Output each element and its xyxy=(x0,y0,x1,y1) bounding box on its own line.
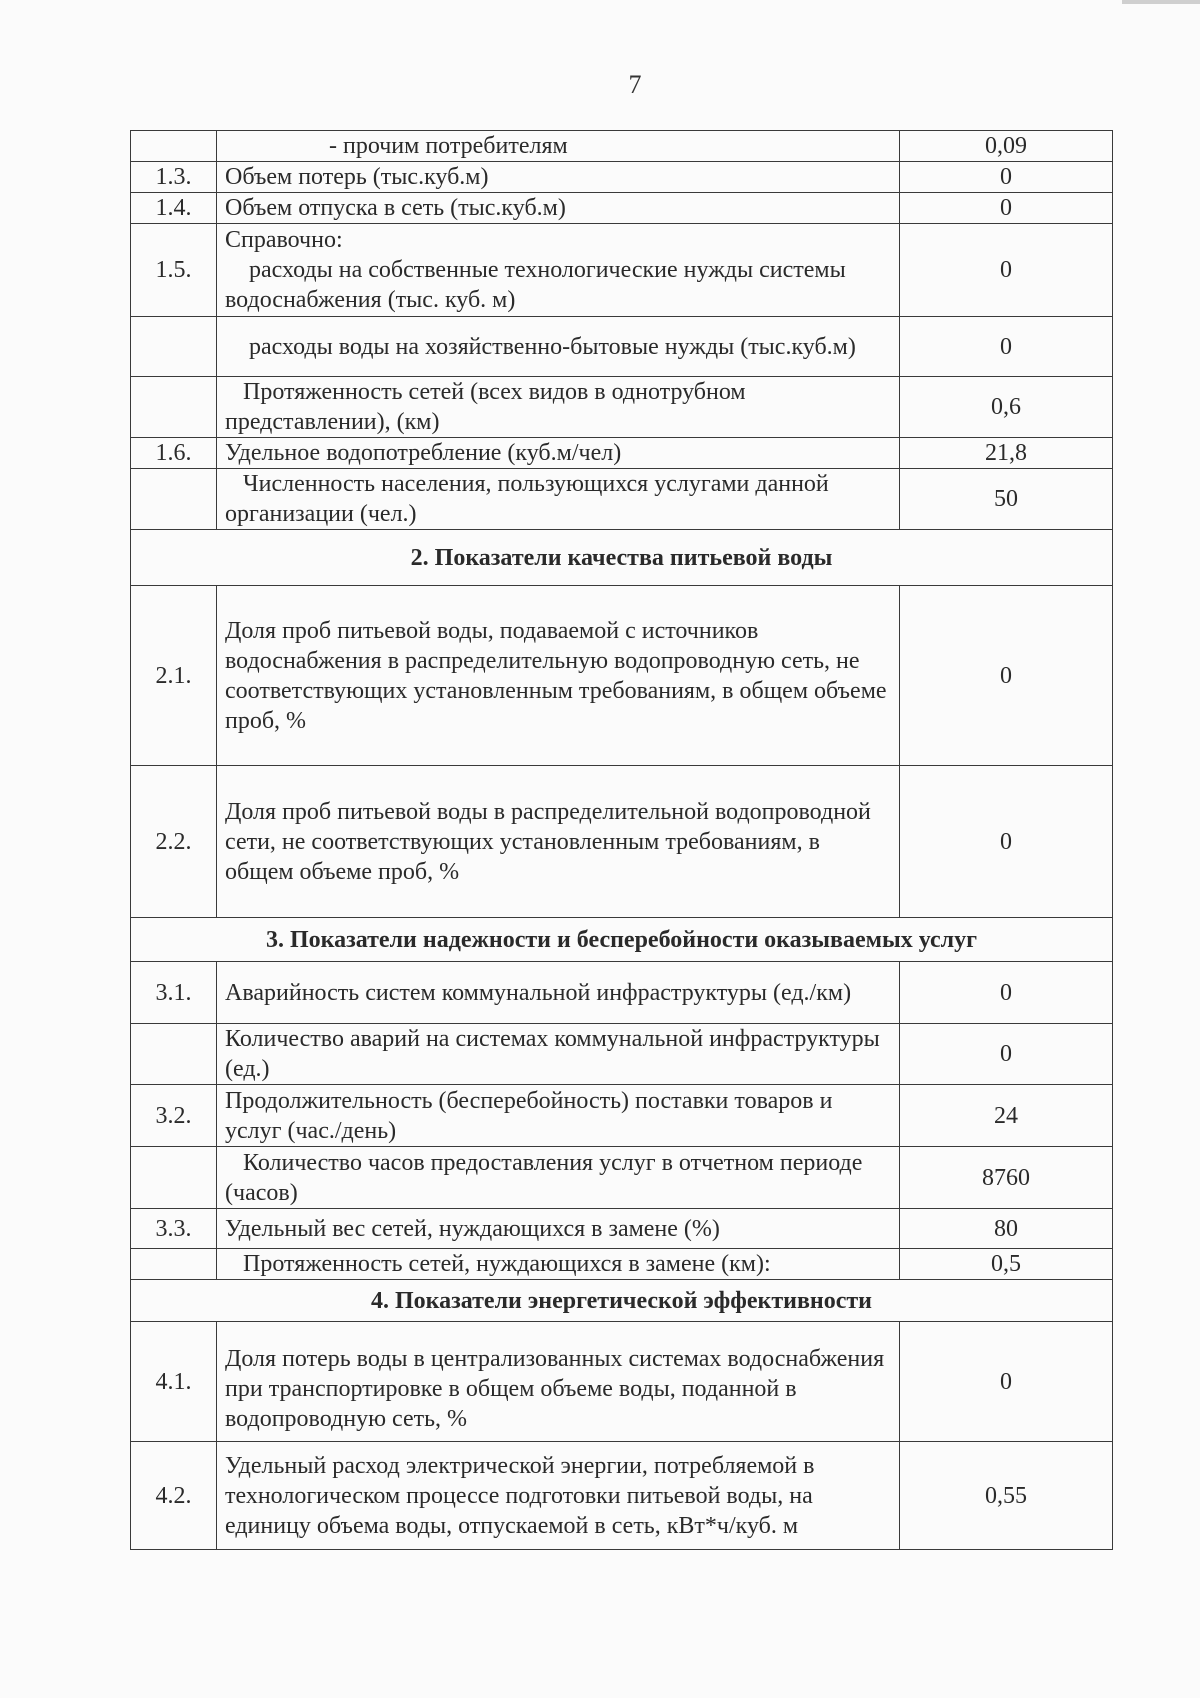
table-row xyxy=(131,131,1113,162)
row-value: 0,6 xyxy=(900,377,1113,438)
row-value: 0 xyxy=(900,162,1113,193)
row-value: 0,55 xyxy=(900,1442,1113,1550)
row-value: 0 xyxy=(900,1024,1113,1085)
table-row xyxy=(131,1322,1113,1442)
table-row xyxy=(131,1024,1113,1085)
row-number: 4.1. xyxy=(131,1322,217,1442)
row-label: Количество часов предоставления услуг в отчетном периоде (часов) xyxy=(217,1147,900,1209)
table-row xyxy=(131,586,1113,766)
row-number xyxy=(131,131,217,162)
row-label: - прочим потребителям xyxy=(217,131,900,162)
row-value: 0 xyxy=(900,224,1113,317)
row-label: Удельный вес сетей, нуждающихся в замене (%) xyxy=(217,1209,900,1249)
table-row xyxy=(131,1249,1113,1280)
table-row xyxy=(131,193,1113,224)
section-header-row xyxy=(131,1280,1113,1322)
indicators-table xyxy=(130,130,1113,1550)
row-label: Объем потерь (тыс.куб.м) xyxy=(217,162,900,193)
row-value: 50 xyxy=(900,469,1113,530)
row-label: Доля проб питьевой воды в распределительной водопроводной сети, не соответствующих установленным требованиям, в общем объеме проб, % xyxy=(217,766,900,918)
row-value: 0 xyxy=(900,1322,1113,1442)
section-title: 3. Показатели надежности и бесперебойности оказываемых услуг xyxy=(131,918,1113,962)
table-row xyxy=(131,438,1113,469)
row-number: 2.2. xyxy=(131,766,217,918)
row-number: 3.3. xyxy=(131,1209,217,1249)
section-title: 2. Показатели качества питьевой воды xyxy=(131,530,1113,586)
row-value: 0 xyxy=(900,962,1113,1024)
table-row xyxy=(131,1147,1113,1209)
row-value: 8760 xyxy=(900,1147,1113,1209)
table-row xyxy=(131,224,1113,317)
section-header-row xyxy=(131,918,1113,962)
row-value: 0,5 xyxy=(900,1249,1113,1280)
table-row xyxy=(131,1085,1113,1147)
row-label: Удельный расход электрической энергии, потребляемой в технологическом процессе подготовки питьевой воды, на единицу объема воды, отпускаемой в сеть, кВт*ч/куб. м xyxy=(217,1442,900,1550)
row-value: 0 xyxy=(900,193,1113,224)
row-value: 21,8 xyxy=(900,438,1113,469)
row-number: 3.1. xyxy=(131,962,217,1024)
table-row xyxy=(131,766,1113,918)
row-number: 1.4. xyxy=(131,193,217,224)
row-number: 4.2. xyxy=(131,1442,217,1550)
row-value: 24 xyxy=(900,1085,1113,1147)
row-label: Протяженность сетей (всех видов в однотрубном представлении), (км) xyxy=(217,377,900,438)
row-value: 0 xyxy=(900,317,1113,377)
row-number: 1.6. xyxy=(131,438,217,469)
section-header-row xyxy=(131,530,1113,586)
row-label: расходы воды на хозяйственно-бытовые нужды (тыс.куб.м) xyxy=(217,317,900,377)
table-row xyxy=(131,162,1113,193)
table-row xyxy=(131,377,1113,438)
row-value: 80 xyxy=(900,1209,1113,1249)
table-row xyxy=(131,317,1113,377)
section-title: 4. Показатели энергетической эффективности xyxy=(131,1280,1113,1322)
row-number xyxy=(131,1147,217,1209)
row-value: 0 xyxy=(900,586,1113,766)
row-number xyxy=(131,317,217,377)
row-label: Количество аварий на системах коммунальной инфраструктуры (ед.) xyxy=(217,1024,900,1085)
table-row xyxy=(131,1209,1113,1249)
row-label: Аварийность систем коммунальной инфраструктуры (ед./км) xyxy=(217,962,900,1024)
row-number: 2.1. xyxy=(131,586,217,766)
row-label: Численность населения, пользующихся услугами данной организации (чел.) xyxy=(217,469,900,530)
row-value: 0,09 xyxy=(900,131,1113,162)
row-number xyxy=(131,1024,217,1085)
page-number: 7 xyxy=(628,70,642,99)
table-row xyxy=(131,1442,1113,1550)
table-row xyxy=(131,962,1113,1024)
row-value: 0 xyxy=(900,766,1113,918)
row-label: Продолжительность (бесперебойность) поставки товаров и услуг (час./день) xyxy=(217,1085,900,1147)
row-label: Протяженность сетей, нуждающихся в замене (км): xyxy=(217,1249,900,1280)
row-number: 1.3. xyxy=(131,162,217,193)
row-number xyxy=(131,469,217,530)
row-number: 1.5. xyxy=(131,224,217,317)
row-label: Объем отпуска в сеть (тыс.куб.м) xyxy=(217,193,900,224)
scan-edge-mark xyxy=(1122,0,1200,4)
reference-heading: Справочно: xyxy=(225,227,343,253)
row-number xyxy=(131,377,217,438)
row-label: Доля проб питьевой воды, подаваемой с источников водоснабжения в распределительную водопроводную сеть, не соответствующих установленным требованиям, в общем объеме проб, % xyxy=(217,586,900,766)
row-label: Доля потерь воды в централизованных системах водоснабжения при транспортировке в общем объеме воды, поданной в водопроводную сеть, % xyxy=(217,1322,900,1442)
row-label-cell xyxy=(217,224,900,317)
row-number xyxy=(131,1249,217,1280)
row-number: 3.2. xyxy=(131,1085,217,1147)
table-row xyxy=(131,469,1113,530)
row-label: расходы на собственные технологические нужды системы водоснабжения (тыс. куб. м) xyxy=(225,257,846,313)
row-label: Удельное водопотребление (куб.м/чел) xyxy=(217,438,900,469)
